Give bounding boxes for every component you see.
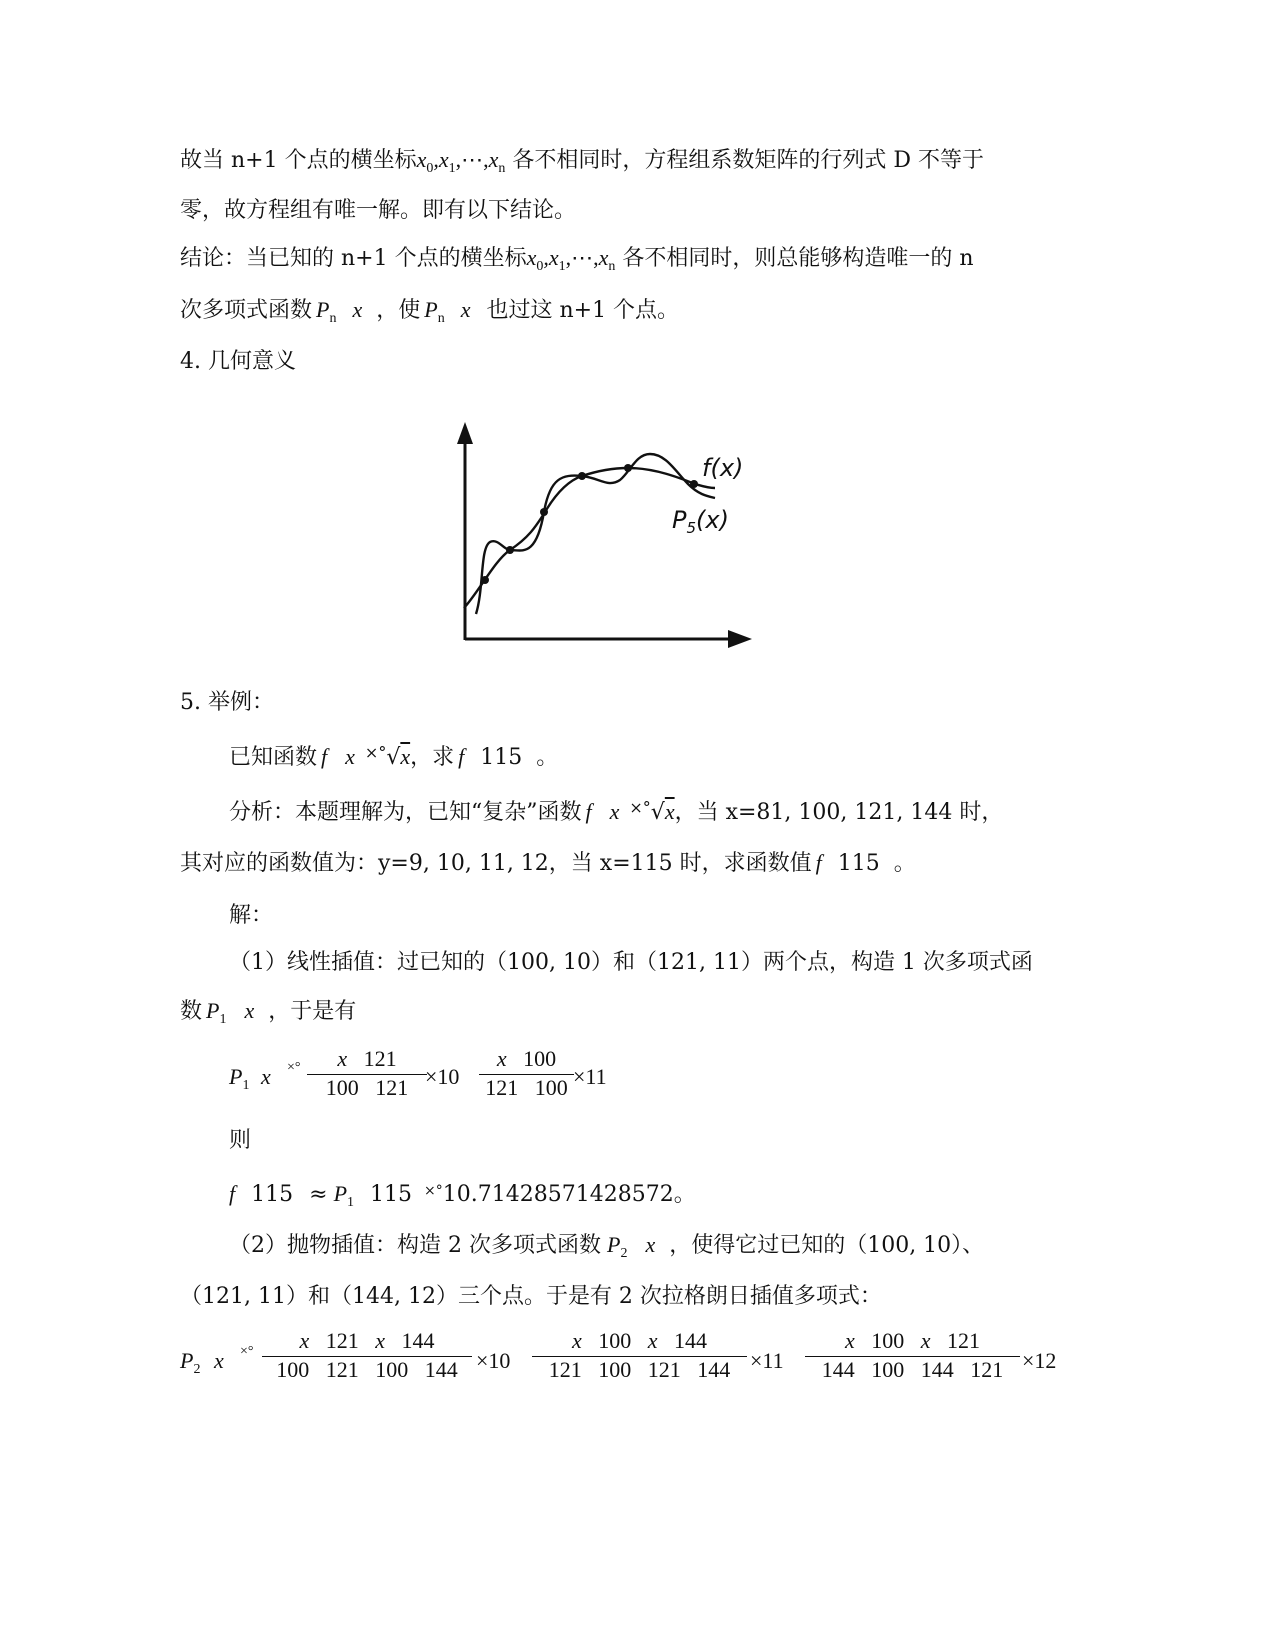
section-heading-4: 4. 几何意义 xyxy=(180,349,296,374)
text-line-3: 结论：当已知的 n+1 个点的横坐标$x_0,x_1,\cdots,x_n$ 各不相同时，则总能够构造唯一的 n xyxy=(180,245,974,274)
section-heading-5: 5. 举例： xyxy=(180,690,274,715)
math-x0: $x_0,x_1,\cdots,x_n$ xyxy=(416,147,506,176)
interpolation-figure xyxy=(440,418,760,658)
label-f: f(x) xyxy=(702,454,744,482)
node-point xyxy=(578,472,586,480)
formula-parabolic: $P_2$ x ×° x 121 x 144 100 121 100 144 ×10 x 100 x 144 121 100 121 144 ×11 x 100 x 121 144 100 144 121 ×12 xyxy=(180,1328,1057,1382)
formula-linear: $P_1$ x ×° x 121 100 121 ×10 x 100 121 100 ×11 xyxy=(229,1046,607,1100)
parabolic-interp-line-1: （2）抛物插值：构造 2 次多项式函数 $P_2$ x ，使得它过已知的（100, 10）、 xyxy=(229,1232,985,1261)
linear-interp-line-1: （1）线性插值：过已知的（100, 10）和（121, 11）两个点，构造 1 次多项式函 xyxy=(229,950,1033,975)
y-axis-arrow xyxy=(457,422,473,444)
text-line-2: 零，故方程组有唯一解。即有以下结论。 xyxy=(180,198,577,223)
linear-interp-line-2: 数 $P_1$ x ，于是有 xyxy=(180,998,357,1027)
then-label: 则 xyxy=(229,1128,252,1153)
example-line-1: 已知函数 f x ×°√x，求 f 115 。 xyxy=(229,743,559,770)
solution-label: 解： xyxy=(229,903,274,928)
linear-result: f $115 \approx P_1$ 115 ×°10.71428571428572。 xyxy=(229,1181,696,1210)
text-segment: 故当 n+1 个点的横坐标 xyxy=(180,148,417,173)
label-p5: $P_5(x)$ xyxy=(672,506,729,537)
node-point xyxy=(506,546,514,554)
node-point xyxy=(690,480,698,488)
node-point xyxy=(540,508,548,516)
text-segment: 各不相同时，方程组系数矩阵的行列式 D 不等于 xyxy=(505,148,985,173)
curve-f xyxy=(464,468,715,608)
node-point xyxy=(624,464,632,472)
example-line-2: 分析：本题理解为，已知“复杂”函数 f x ×°√x，当 x=81, 100, 121, 144 时， xyxy=(229,798,1004,825)
text-line-1 xyxy=(180,145,984,184)
parabolic-interp-line-2: （121, 11）和（144, 12）三个点。于是有 2 次拉格朗日插值多项式： xyxy=(180,1284,882,1309)
node-point xyxy=(481,576,489,584)
example-line-3: 其对应的函数值为：y=9, 10, 11, 12，当 x=115 时，求函数值 f 115 。 xyxy=(180,850,916,876)
text-line-4: 次多项式函数 $P_n$ x ，使 $P_n$ x 也过这 n+1 个点。 xyxy=(180,297,680,326)
x-axis-arrow xyxy=(728,630,752,648)
